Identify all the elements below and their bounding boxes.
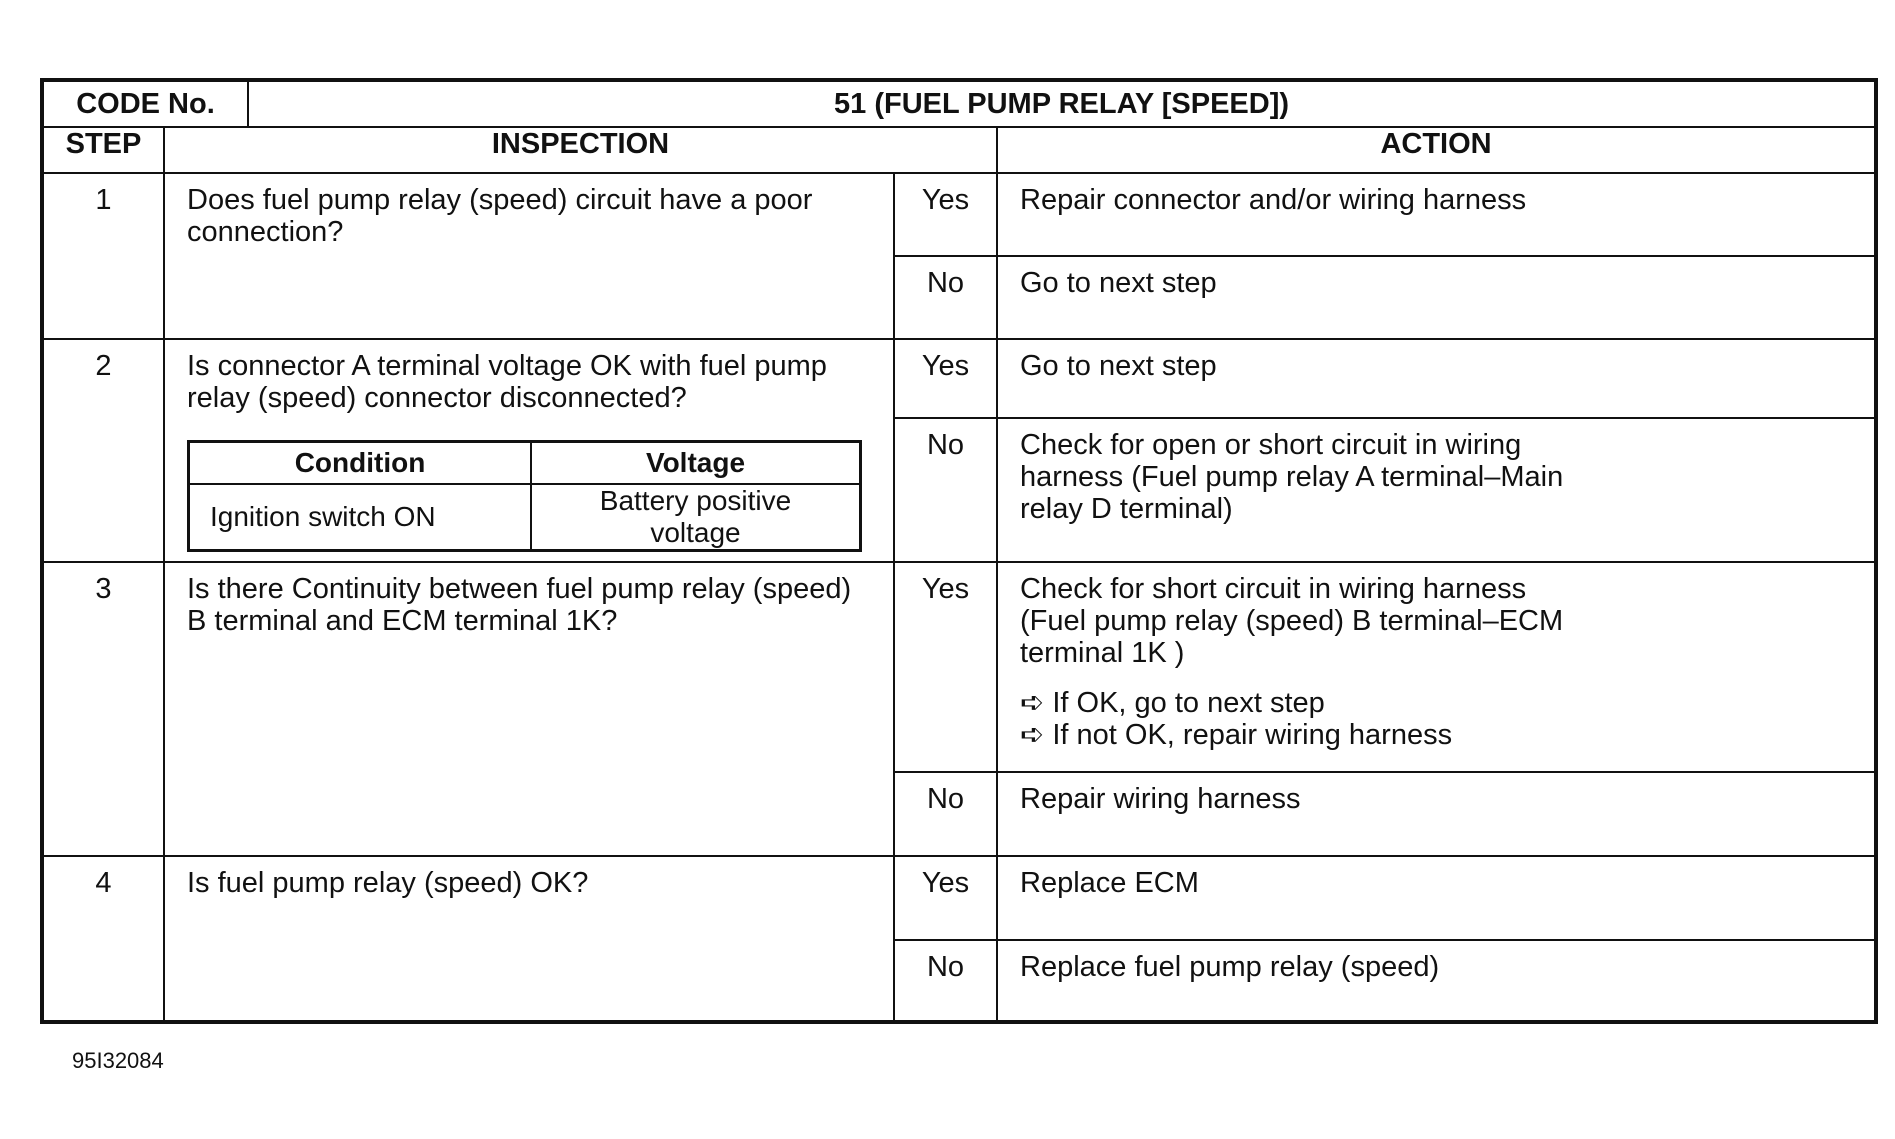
condition-header: Condition [189,442,532,485]
voltage-value: Battery positive voltage [531,484,861,551]
no-label: No [894,772,997,856]
no-action: Replace fuel pump relay (speed) [997,940,1876,1022]
if-ok-note: ➪ If OK, go to next step [1020,687,1325,719]
inspection-text: Is fuel pump relay (speed) OK? [164,856,894,1022]
no-label: No [894,418,997,562]
yes-action: Repair connector and/or wiring harness [997,173,1876,256]
no-label: No [894,256,997,339]
table-row [42,856,1876,940]
table-row [42,339,1876,418]
step-number: 3 [42,562,164,856]
yes-action: Check for short circuit in wiring harness (Fuel pump relay (speed) B terminal–ECM terminal 1K ) [1020,573,1564,669]
code-label: CODE No. [44,82,249,126]
inspection-text: Is there Continuity between fuel pump relay (speed) B terminal and ECM terminal 1K? [164,562,894,856]
voltage-header: Voltage [531,442,861,485]
col-step-header: STEP [42,127,164,173]
yes-action: Replace ECM [997,856,1876,940]
no-action: Repair wiring harness [997,772,1876,856]
no-label: No [894,940,997,1022]
inspection-text: Does fuel pump relay (speed) circuit have a poor connection? [164,173,894,339]
no-action: Go to next step [997,256,1876,339]
col-action-header: ACTION [997,127,1876,173]
column-header-row [42,127,1876,173]
table-row [42,562,1876,772]
step-number: 1 [42,173,164,339]
step-number: 2 [42,339,164,562]
yes-label: Yes [894,562,997,772]
yes-action: Go to next step [997,339,1876,418]
yes-label: Yes [894,339,997,418]
col-inspection-header: INSPECTION [164,127,997,173]
figure-code: 95I32084 [72,1048,164,1073]
step-number: 4 [42,856,164,1022]
if-not-ok-note: ➪ If not OK, repair wiring harness [1020,719,1453,751]
yes-action-cell [997,562,1876,772]
inspection-cell [164,339,894,562]
yes-label: Yes [894,856,997,940]
condition-voltage-table [187,440,862,552]
table-row [42,173,1876,256]
no-action-cell [997,418,1876,562]
condition-value: Ignition switch ON [189,484,532,551]
code-row [42,80,1876,127]
yes-label: Yes [894,173,997,256]
inspection-text: Is connector A terminal voltage OK with fuel pump relay (speed) connector disconnected? [187,350,827,414]
code-title: 51 (FUEL PUMP RELAY [SPEED]) [834,87,1290,120]
diagnostic-table [40,78,1878,1024]
no-action: Check for open or short circuit in wiring harness (Fuel pump relay A terminal–Main relay D terminal) [1020,429,1564,525]
